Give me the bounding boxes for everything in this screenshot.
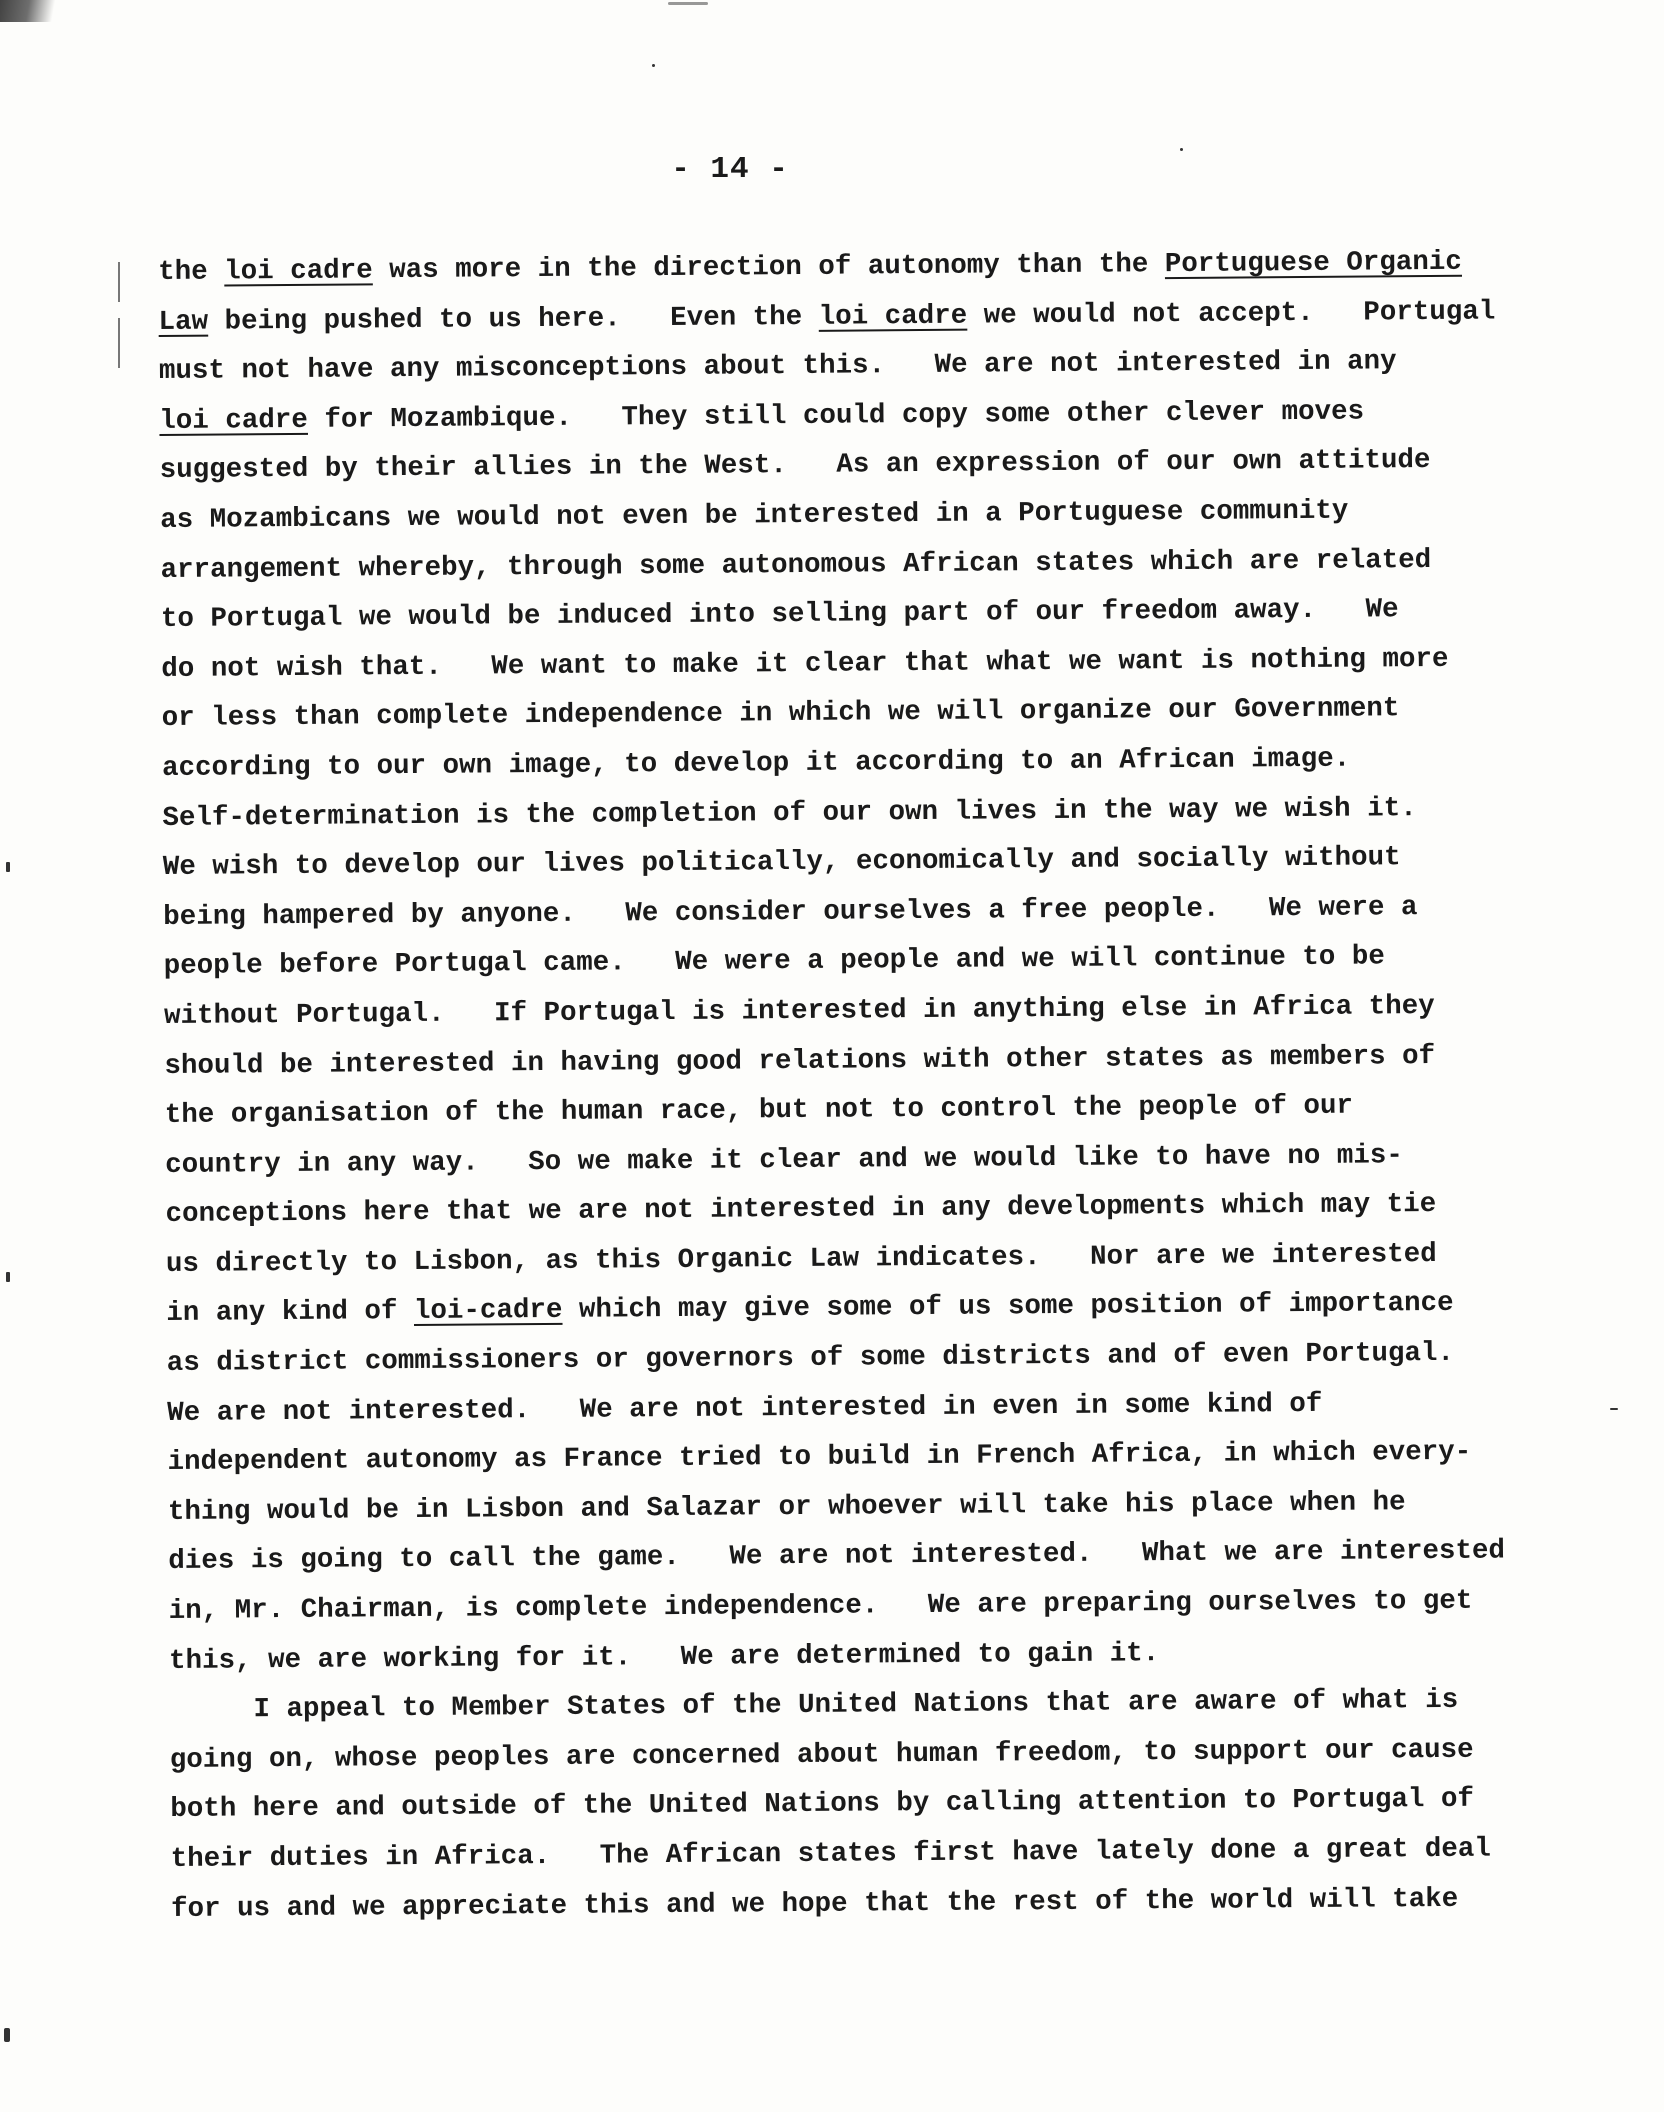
- text-line: Law being pushed to us here. Even the loi cadre we would not accept. Portugal: [158, 296, 1496, 338]
- text-line: without Portugal. If Portugal is interested in anything else in Africa they: [163, 990, 1435, 1032]
- text-line: independent autonomy as France tried to build in French Africa, in which every-: [167, 1436, 1472, 1479]
- text-line: both here and outside of the United Nations by calling attention to Portugal of: [170, 1784, 1475, 1826]
- margin-mark: [118, 262, 120, 302]
- text-line: conceptions here that we are not interested in any developments which may tie: [165, 1189, 1437, 1231]
- text-line: should be interested in having good relations with other states as members of: [164, 1040, 1436, 1082]
- paragraph-start-line: I appeal to Member States of the United Nations that are aware of what is: [253, 1685, 1459, 1726]
- text-line: this, we are working for it. We are determined to gain it.: [168, 1637, 1160, 1677]
- text-line: people before Portugal came. We were a people and we will continue to be: [163, 941, 1385, 983]
- page-number: - 14 -: [671, 152, 789, 187]
- text-line: as district commissioners or governors of some districts and of even Portugal.: [166, 1337, 1455, 1380]
- scan-artifact-speck: [668, 2, 708, 5]
- scan-artifact-speck: [6, 862, 10, 872]
- text-line: country in any way. So we make it clear and we would like to have no mis-: [165, 1139, 1403, 1181]
- text-line: dies is going to call the game. We are not interested. What we are interested: [168, 1535, 1506, 1578]
- text-line: arrangement whereby, through some autonomous African states which are related: [160, 544, 1432, 586]
- text-line: loi cadre for Mozambique. They still could copy some other clever moves: [159, 396, 1365, 437]
- text-line: the organisation of the human race, but not to control the people of our: [164, 1090, 1354, 1132]
- underlined-term: loi cadre: [818, 300, 968, 333]
- text-line: We wish to develop our lives politically, economically and socially without: [162, 842, 1401, 884]
- text-line: suggested by their allies in the West. As an expression of our own attitude: [159, 445, 1431, 487]
- text-line: for us and we appreciate this and we hope that the rest of the world will take: [170, 1883, 1459, 1925]
- text-line: as Mozambicans we would not even be interested in a Portuguese community: [160, 495, 1349, 536]
- text-line: in, Mr. Chairman, is complete independence. We are preparing ourselves to get: [168, 1585, 1473, 1627]
- text-line: to Portugal we would be induced into selling part of our freedom away. We: [160, 594, 1399, 636]
- text-line: We are not interested. We are not interested in even in some kind of: [167, 1388, 1323, 1429]
- underlined-term: loi cadre: [224, 255, 373, 288]
- text-line: do not wish that. We want to make it clear that what we want is nothing more: [161, 643, 1449, 685]
- scan-artifact-speck: [652, 64, 655, 67]
- text-line: their duties in Africa. The African states first have lately done a great deal: [170, 1833, 1491, 1875]
- margin-mark: [118, 318, 120, 368]
- text-line: the loi cadre was more in the direction of autonomy than the Portuguese Organic: [158, 246, 1463, 288]
- text-line: Self-determination is the completion of our own lives in the way we wish it.: [162, 792, 1417, 834]
- scan-artifact-speck: [4, 2028, 10, 2042]
- scan-artifact-speck: [1180, 148, 1183, 151]
- scan-artifact-speck: [1610, 1408, 1618, 1410]
- text-line: going on, whose peoples are concerned about human freedom, to support our cause: [169, 1734, 1474, 1776]
- text-line: according to our own image, to develop it according to an African image.: [161, 743, 1351, 784]
- scan-artifact-corner: [0, 0, 70, 22]
- text-line: or less than complete independence in which we will organize our Government: [161, 693, 1400, 735]
- underlined-term: loi cadre: [159, 404, 309, 437]
- text-line: must not have any misconceptions about this. We are not interested in any: [158, 346, 1397, 388]
- text-line: thing would be in Lisbon and Salazar or whoever will take his place when he: [167, 1487, 1406, 1528]
- text-line: in any kind of loi-cadre which may give some of us some position of importance: [166, 1288, 1454, 1330]
- scan-artifact-speck: [6, 1272, 10, 1282]
- underlined-term: Portuguese Organic: [1164, 246, 1463, 281]
- underlined-term: Law: [158, 306, 209, 338]
- underlined-term: loi-cadre: [413, 1295, 563, 1328]
- text-line: us directly to Lisbon, as this Organic Law indicates. Nor are we interested: [165, 1238, 1437, 1280]
- body-text: [158, 237, 1531, 1934]
- text-line: being hampered by anyone. We consider ourselves a free people. We were a: [163, 891, 1418, 933]
